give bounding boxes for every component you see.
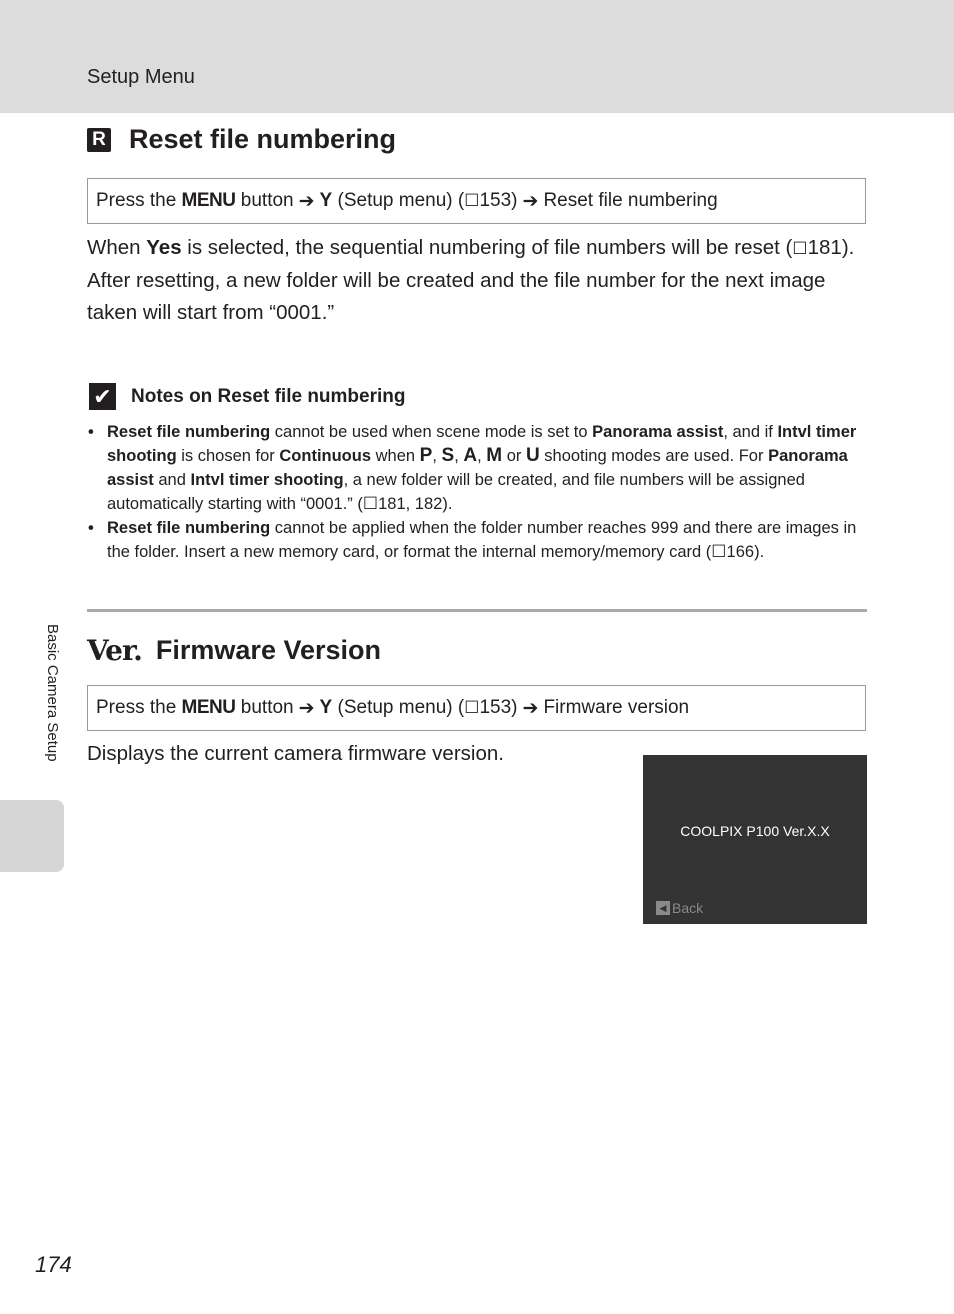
wrench-icon: Y: [319, 190, 333, 211]
list-item: • Reset file numbering cannot be applied when the folder number reaches 999 and there are images in the folder. Insert a new memory card, or format the internal memory/memory card (☐166).: [88, 516, 868, 564]
firmware-version-text: COOLPIX P100 Ver.X.X: [680, 823, 830, 839]
path-ref: 153): [479, 697, 518, 718]
reset-section-title: Reset file numbering: [129, 124, 397, 154]
firmware-section-heading: [87, 634, 381, 667]
firmware-menu-path: [87, 685, 866, 731]
reset-section-heading: [87, 124, 396, 155]
firmware-description: Displays the current camera firmware version.: [87, 742, 504, 765]
book-icon: ☐: [711, 542, 727, 561]
section-divider: [87, 609, 867, 612]
check-icon: ✔: [89, 383, 116, 410]
notes-title: Notes on Reset file numbering: [131, 385, 406, 407]
firmware-section-title: Firmware Version: [155, 635, 382, 665]
mode-m-icon: M: [486, 445, 503, 466]
path-target: Reset file numbering: [543, 190, 718, 211]
mode-p-icon: P: [419, 445, 433, 466]
back-label: Back: [672, 900, 704, 916]
reset-icon: R: [87, 128, 111, 152]
mode-a-icon: A: [463, 445, 478, 466]
path-button-word: button: [240, 697, 294, 718]
reset-description: [87, 232, 877, 329]
arrow-icon: ➔: [298, 190, 315, 212]
header-band: [0, 0, 954, 113]
back-control: [656, 900, 703, 916]
back-icon: ◀: [656, 901, 670, 915]
desc-text: 181). After resetting, a new folder will be created and the file number for the next image taken will start from “0001.”: [87, 236, 855, 324]
book-icon: ☐: [464, 191, 480, 210]
header-title: Setup Menu: [87, 66, 195, 88]
mode-s-icon: S: [441, 445, 455, 466]
book-icon: ☐: [792, 239, 808, 258]
path-button-word: button: [240, 190, 294, 211]
path-setup-menu: (Setup menu) (: [337, 697, 465, 718]
side-label: Basic Camera Setup: [44, 624, 61, 762]
desc-text: is selected, the sequential numbering of file numbers will be reset (: [181, 236, 793, 259]
page-number: 174: [35, 1252, 72, 1277]
book-icon: ☐: [362, 494, 379, 513]
notes-list: [88, 420, 868, 564]
path-prefix: Press the: [96, 697, 177, 718]
menu-button-icon: MENU: [181, 190, 236, 211]
side-tab: [0, 800, 64, 872]
camera-screen: [643, 755, 867, 924]
version-icon: Ver.: [87, 634, 142, 667]
book-icon: ☐: [464, 698, 480, 717]
arrow-icon: ➔: [298, 697, 315, 719]
arrow-icon: ➔: [522, 190, 539, 212]
menu-button-icon: MENU: [181, 697, 236, 718]
path-target: Firmware version: [543, 697, 690, 718]
path-ref: 153): [479, 190, 518, 211]
path-prefix: Press the: [96, 190, 177, 211]
path-setup-menu: (Setup menu) (: [337, 190, 465, 211]
desc-text: When: [87, 236, 147, 259]
mode-u-icon: U: [525, 445, 540, 466]
wrench-icon: Y: [319, 697, 333, 718]
list-item: • Reset file numbering cannot be used when scene mode is set to Panorama assist, and if Intvl timer shooting is chosen for Continuous when P, S, A, M or U shooting modes are used. For Panorama assist and Intvl timer shooting, a new folder will be created, and file numbers will be assigned automatically starting with “0001.” (☐181, 182).: [88, 420, 868, 516]
arrow-icon: ➔: [522, 697, 539, 719]
notes-heading: [89, 383, 405, 410]
reset-menu-path: [87, 178, 866, 224]
desc-yes: Yes: [146, 236, 182, 259]
